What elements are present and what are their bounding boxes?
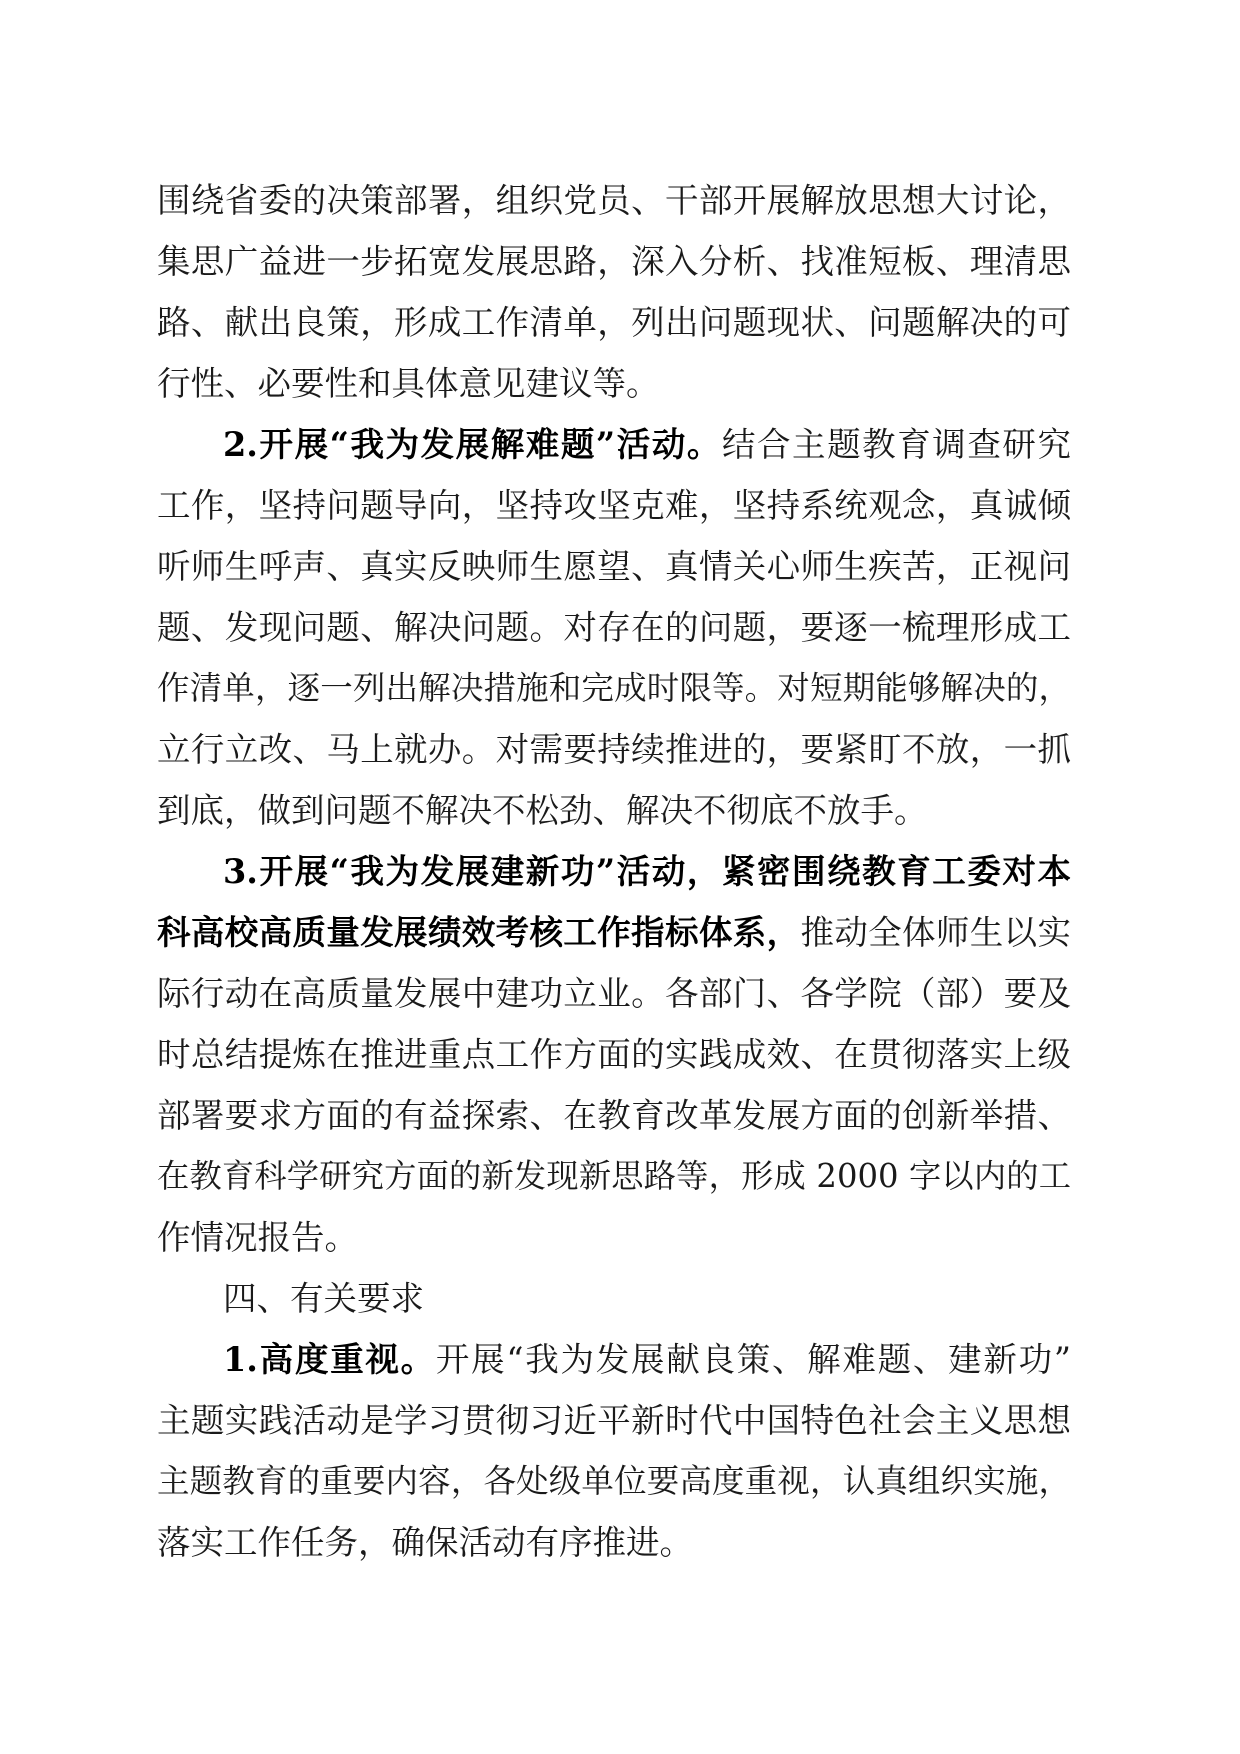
text-line bbox=[157, 902, 1071, 963]
body-text: 在教育科学研究方面的新发现新思路等，形成 2000 字以内的工 bbox=[157, 1157, 1071, 1195]
text-line bbox=[157, 536, 1071, 597]
body-text: 主题实践活动是学习贯彻习近平新时代中国特色社会主义思想 bbox=[157, 1401, 1071, 1440]
text-line bbox=[157, 292, 1071, 353]
body-text: 题、发现问题、解决问题。对存在的问题，要逐一梳理形成工 bbox=[157, 608, 1071, 647]
body-text: 结合主题教育调查研究 bbox=[721, 425, 1071, 464]
text-line bbox=[157, 719, 1071, 780]
text-line bbox=[157, 780, 1071, 841]
body-text: 作清单，逐一列出解决措施和完成时限等。对短期能够解决的， bbox=[157, 669, 1071, 707]
body-text: 到底，做到问题不解决不松劲、解决不彻底不放手。 bbox=[157, 791, 928, 830]
body-text: 际行动在高质量发展中建功立业。各部门、各学院（部）要及 bbox=[157, 974, 1071, 1013]
body-text: 集思广益进一步拓宽发展思路，深入分析、找准短板、理清思 bbox=[157, 242, 1071, 281]
text-line bbox=[157, 1390, 1071, 1451]
body-text: 立行立改、马上就办。对需要持续推进的，要紧盯不放，一抓 bbox=[157, 730, 1071, 769]
bold-lead-text: 1.高度重视。 bbox=[223, 1340, 436, 1379]
text-line bbox=[157, 841, 1071, 902]
text-line bbox=[157, 1146, 1071, 1207]
section-heading bbox=[157, 1268, 1071, 1329]
body-text: 听师生呼声、真实反映师生愿望、真情关心师生疾苦，正视问 bbox=[157, 547, 1071, 586]
body-text: 作情况报告。 bbox=[157, 1218, 358, 1257]
paragraph bbox=[157, 1329, 1071, 1573]
body-text: 推动全体师生以实 bbox=[800, 913, 1072, 952]
text-line bbox=[157, 658, 1071, 719]
body-text: 行性、必要性和具体意见建议等。 bbox=[157, 364, 660, 403]
text-line bbox=[157, 414, 1071, 475]
text-line bbox=[157, 353, 1071, 414]
body-text: 落实工作任务，确保活动有序推进。 bbox=[157, 1523, 693, 1562]
text-line bbox=[157, 170, 1071, 231]
body-text: 时总结提炼在推进重点工作方面的实践成效、在贯彻落实上级 bbox=[157, 1035, 1071, 1074]
text-line bbox=[157, 1024, 1071, 1085]
body-text: 主题教育的重要内容，各处级单位要高度重视，认真组织实施， bbox=[157, 1462, 1071, 1500]
text-line bbox=[157, 231, 1071, 292]
text-line bbox=[157, 1268, 1071, 1329]
bold-lead-text: 科高校高质量发展绩效考核工作指标体系， bbox=[157, 913, 801, 952]
body-text: 围绕省委的决策部署，组织党员、干部开展解放思想大讨论， bbox=[157, 181, 1071, 220]
text-line bbox=[157, 597, 1071, 658]
paragraph bbox=[157, 170, 1071, 414]
body-text: 四、有关要求 bbox=[223, 1279, 424, 1318]
body-text: 路、献出良策，形成工作清单，列出问题现状、问题解决的可 bbox=[157, 303, 1071, 342]
text-line bbox=[157, 963, 1071, 1024]
body-text: 部署要求方面的有益探索、在教育改革发展方面的创新举措、 bbox=[157, 1096, 1071, 1135]
bold-lead-text: 2.开展“我为发展解难题”活动。 bbox=[223, 425, 722, 464]
document-body bbox=[157, 170, 1071, 1573]
text-line bbox=[157, 1085, 1071, 1146]
body-text: 开展“我为发展献良策、解难题、建新功” bbox=[435, 1340, 1071, 1379]
body-text: 工作，坚持问题导向，坚持攻坚克难，坚持系统观念，真诚倾 bbox=[157, 486, 1071, 525]
text-line bbox=[157, 1451, 1071, 1512]
paragraph bbox=[157, 841, 1071, 1268]
text-line bbox=[157, 1329, 1071, 1390]
text-line bbox=[157, 475, 1071, 536]
text-line bbox=[157, 1512, 1071, 1573]
text-line bbox=[157, 1207, 1071, 1268]
paragraph bbox=[157, 414, 1071, 841]
bold-lead-text: 3.开展“我为发展建新功”活动，紧密围绕教育工委对本 bbox=[223, 852, 1071, 891]
